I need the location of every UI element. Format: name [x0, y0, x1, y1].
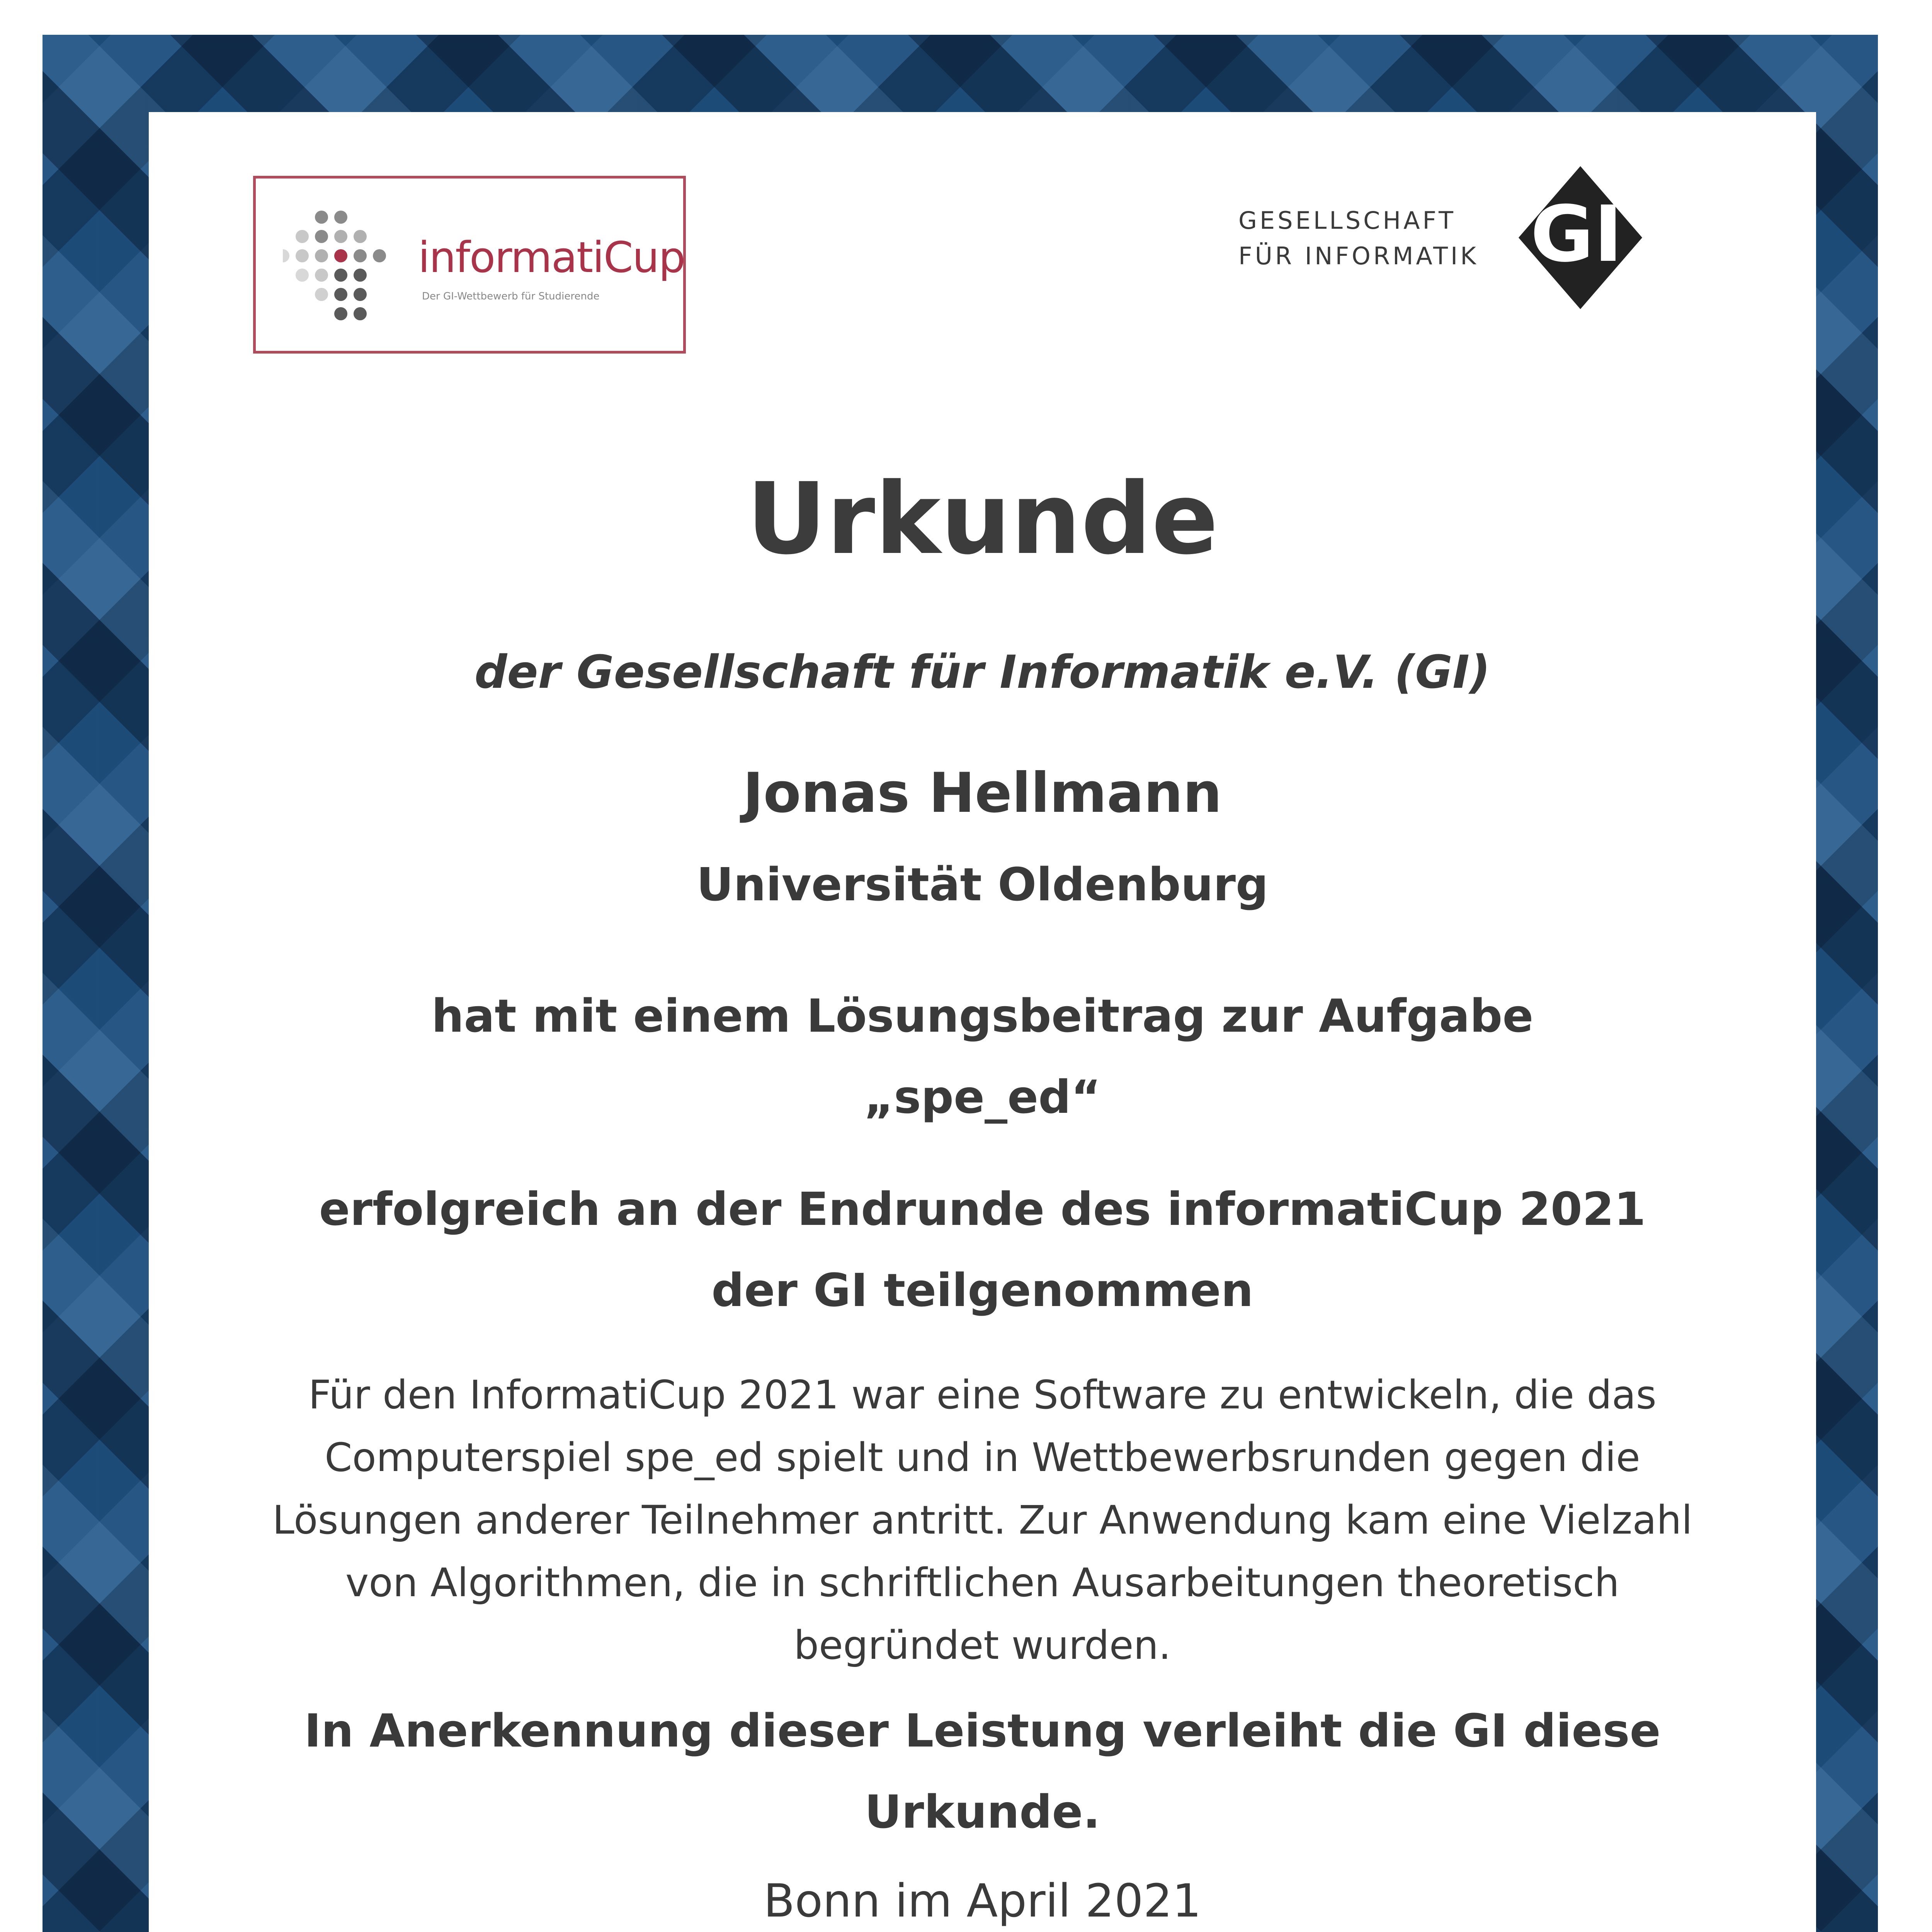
- gi-wordmark: [1238, 203, 1479, 274]
- informaticup-dots-icon: [283, 209, 399, 325]
- task-name: „spe_ed“: [864, 1070, 1101, 1124]
- final-round-line1: erfolgreich an der Endrunde des informatiCup 2021: [319, 1182, 1646, 1236]
- recipient-name: Jonas Hellmann: [743, 761, 1222, 825]
- gi-wordmark-line1: GESELLSCHAFT: [1238, 206, 1456, 235]
- description-paragraph: Für den InformatiCup 2021 war eine Software zu entwickeln, die das Computerspiel spe_ed spielt und in Wettbewerbsrunden gegen die Lösungen anderer Teilnehmer antritt. Zur Anwendung kam eine Vielzahl von Algorithmen, die in schriftlichen Ausarbeitungen theoretisch begründet wurden.: [272, 1372, 1692, 1668]
- recognition-line2: Urkunde.: [864, 1785, 1100, 1838]
- recipient-university: Universität Oldenburg: [696, 858, 1269, 911]
- recognition-line1: In Anerkennung dieser Leistung verleiht die GI diese: [304, 1704, 1661, 1757]
- informaticup-logo: [253, 176, 686, 354]
- place-date: Bonn im April 2021: [764, 1874, 1201, 1927]
- informaticup-tagline: Der GI-Wettbewerb für Studierende: [422, 291, 600, 302]
- certificate-subtitle: der Gesellschaft für Informatik e.V. (GI): [474, 645, 1490, 699]
- gi-logo-letters: GI: [1530, 189, 1623, 279]
- task-line: hat mit einem Lösungsbeitrag zur Aufgabe: [431, 989, 1534, 1043]
- certificate-page: [149, 112, 1816, 1932]
- certificate-title: Urkunde: [747, 462, 1218, 577]
- informaticup-wordmark: informatiCup: [418, 233, 685, 282]
- gi-wordmark-line2: FÜR INFORMATIK: [1238, 242, 1479, 270]
- final-round-line2: der GI teilgenommen: [711, 1264, 1253, 1317]
- gi-logo-icon: [1519, 166, 1642, 309]
